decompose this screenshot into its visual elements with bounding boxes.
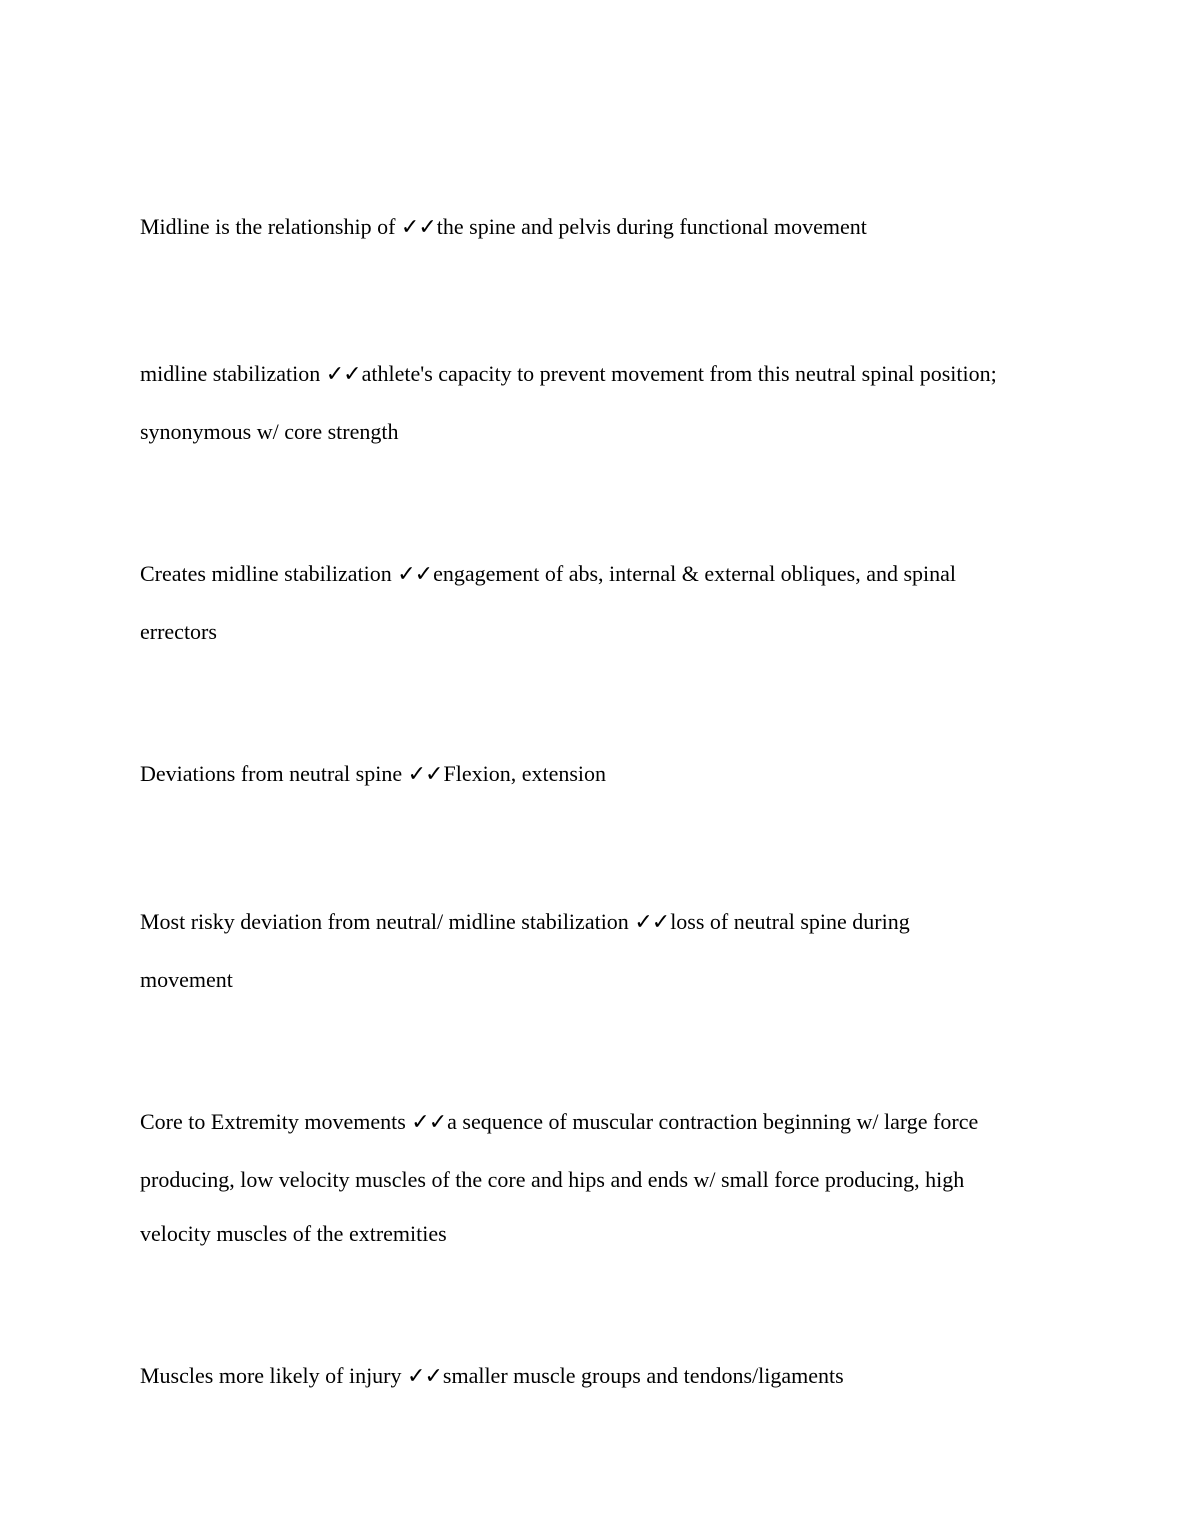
entry-4-line-1	[140, 763, 606, 786]
entry-5-term: Most risky deviation from neutral/ midline stabilization	[140, 909, 629, 934]
check-mark-icon: ✓✓	[407, 762, 443, 787]
entry-6-term: Core to Extremity movements	[140, 1109, 406, 1134]
check-mark-icon: ✓✓	[325, 362, 361, 387]
entry-5-definition-line-1: loss of neutral spine during	[670, 909, 910, 934]
entry-2-line-1	[140, 363, 997, 386]
entry-5-line-1	[140, 911, 910, 934]
check-mark-icon: ✓✓	[407, 1364, 442, 1389]
entry-6-definition-line-3: velocity muscles of the extremities	[140, 1221, 447, 1246]
check-mark-icon: ✓✓	[411, 1110, 447, 1135]
entry-6-line-3	[140, 1223, 447, 1245]
entry-6-line-2	[140, 1169, 964, 1191]
entry-7-line-1	[140, 1365, 844, 1388]
entry-5-definition-line-2: movement	[140, 967, 233, 992]
entry-3-line-1	[140, 563, 956, 586]
entry-4-term: Deviations from neutral spine	[140, 761, 403, 786]
entry-7-term: Muscles more likely of injury	[140, 1363, 402, 1388]
entry-6-line-1	[140, 1111, 978, 1134]
check-mark-icon: ✓✓	[397, 562, 433, 587]
entry-2-term: midline stabilization	[140, 361, 321, 386]
entry-1-definition-line-1: the spine and pelvis during functional movement	[436, 214, 867, 239]
check-mark-icon: ✓✓	[634, 910, 670, 935]
entry-3-line-2	[140, 621, 217, 643]
entry-1-line-1	[140, 216, 867, 239]
entry-6-definition-line-2: producing, low velocity muscles of the core and hips and ends w/ small force producing, high	[140, 1167, 965, 1192]
check-mark-icon: ✓✓	[400, 215, 436, 240]
entry-4-definition-line-1: Flexion, extension	[443, 761, 607, 786]
entry-2-line-2	[140, 421, 398, 443]
entry-3-definition-line-2: errectors	[140, 619, 217, 644]
entry-5-line-2	[140, 969, 233, 991]
entry-6-definition-line-1: a sequence of muscular contraction beginning w/ large force	[447, 1109, 979, 1134]
entry-3-definition-line-1: engagement of abs, internal & external obliques, and spinal	[433, 561, 957, 586]
entry-1-term: Midline is the relationship of	[140, 214, 396, 239]
entry-7-definition-line-1: smaller muscle groups and tendons/ligaments	[442, 1363, 844, 1388]
entry-3-term: Creates midline stabilization	[140, 561, 392, 586]
entry-2-definition-line-1: athlete's capacity to prevent movement from this neutral spinal position;	[361, 361, 997, 386]
entry-2-definition-line-2: synonymous w/ core strength	[140, 419, 399, 444]
